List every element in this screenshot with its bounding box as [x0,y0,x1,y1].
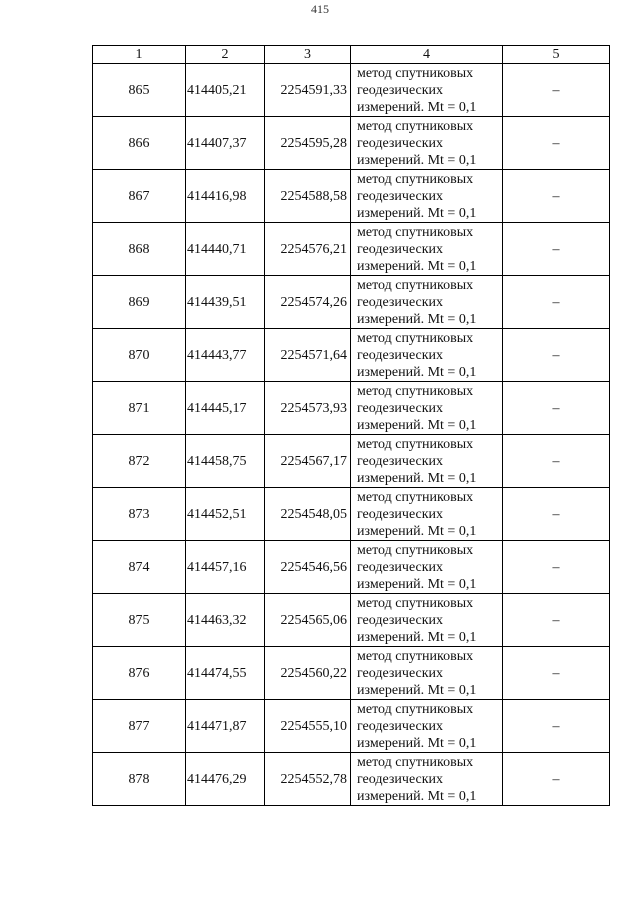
header-col-4: 4 [351,46,503,64]
method-line: измерений. Mt = 0,1 [357,417,477,433]
coordinate-y-cell: 2254588,58 [265,170,351,223]
point-number-cell: 871 [93,382,186,435]
point-number-cell: 870 [93,329,186,382]
note-cell: – [503,223,610,276]
table-row [93,541,610,594]
coordinate-x-cell: 414440,71 [186,223,265,276]
table-row [93,753,610,806]
table-body [93,64,610,806]
coordinate-x-cell: 414476,29 [186,753,265,806]
note-cell: – [503,647,610,700]
coordinate-x-cell: 414443,77 [186,329,265,382]
note-cell: – [503,541,610,594]
coordinate-y-cell: 2254571,64 [265,329,351,382]
method-line: метод спутниковых [357,330,474,346]
table-row [93,435,610,488]
method-line: геодезических [357,82,444,98]
method-cell [351,594,503,647]
table-row [93,64,610,117]
coordinate-x-cell: 414463,32 [186,594,265,647]
method-cell [351,541,503,594]
method-line: измерений. Mt = 0,1 [357,152,477,168]
table-row [93,647,610,700]
coordinate-x-cell: 414457,16 [186,541,265,594]
coordinate-y-cell: 2254552,78 [265,753,351,806]
method-line: измерений. Mt = 0,1 [357,470,477,486]
coordinate-x-cell: 414452,51 [186,488,265,541]
coordinate-y-cell: 2254574,26 [265,276,351,329]
point-number-cell: 874 [93,541,186,594]
method-cell [351,223,503,276]
method-line: геодезических [357,506,444,522]
note-cell: – [503,753,610,806]
table-row [93,223,610,276]
method-line: геодезических [357,135,444,151]
table-row [93,170,610,223]
note-cell: – [503,382,610,435]
table-row [93,329,610,382]
coordinate-y-cell: 2254565,06 [265,594,351,647]
coordinate-x-cell: 414407,37 [186,117,265,170]
method-line: геодезических [357,453,444,469]
method-cell [351,117,503,170]
point-number-cell: 867 [93,170,186,223]
coordinate-x-cell: 414458,75 [186,435,265,488]
method-line: измерений. Mt = 0,1 [357,576,477,592]
method-line: геодезических [357,612,444,628]
method-line: метод спутниковых [357,383,474,399]
method-cell [351,488,503,541]
method-cell [351,382,503,435]
coordinate-y-cell: 2254548,05 [265,488,351,541]
coordinate-x-cell: 414439,51 [186,276,265,329]
method-line: измерений. Mt = 0,1 [357,629,477,645]
method-cell [351,753,503,806]
method-line: метод спутниковых [357,542,474,558]
method-line: измерений. Mt = 0,1 [357,99,477,115]
table-row [93,700,610,753]
method-line: метод спутниковых [357,171,474,187]
method-cell [351,700,503,753]
method-line: геодезических [357,241,444,257]
method-cell [351,276,503,329]
coordinate-y-cell: 2254560,22 [265,647,351,700]
coordinate-y-cell: 2254591,33 [265,64,351,117]
coordinate-x-cell: 414474,55 [186,647,265,700]
method-line: измерений. Mt = 0,1 [357,735,477,751]
method-line: метод спутниковых [357,595,474,611]
method-line: измерений. Mt = 0,1 [357,311,477,327]
method-cell [351,435,503,488]
table-row [93,382,610,435]
method-line: измерений. Mt = 0,1 [357,682,477,698]
coordinates-table [92,45,610,806]
method-line: геодезических [357,559,444,575]
coordinate-y-cell: 2254573,93 [265,382,351,435]
point-number-cell: 876 [93,647,186,700]
note-cell: – [503,64,610,117]
point-number-cell: 873 [93,488,186,541]
method-line: метод спутниковых [357,489,474,505]
coordinate-x-cell: 414416,98 [186,170,265,223]
coordinate-y-cell: 2254555,10 [265,700,351,753]
method-line: метод спутниковых [357,118,474,134]
method-line: геодезических [357,665,444,681]
note-cell: – [503,170,610,223]
method-line: измерений. Mt = 0,1 [357,258,477,274]
coordinate-x-cell: 414445,17 [186,382,265,435]
point-number-cell: 869 [93,276,186,329]
table-row [93,488,610,541]
coordinate-y-cell: 2254567,17 [265,435,351,488]
method-line: метод спутниковых [357,224,474,240]
point-number-cell: 866 [93,117,186,170]
note-cell: – [503,700,610,753]
method-line: геодезических [357,188,444,204]
table-header [93,46,610,64]
point-number-cell: 868 [93,223,186,276]
header-row [93,46,610,64]
method-line: измерений. Mt = 0,1 [357,788,477,804]
table-row [93,276,610,329]
coordinate-y-cell: 2254546,56 [265,541,351,594]
method-cell [351,329,503,382]
header-col-5: 5 [503,46,610,64]
header-col-2: 2 [186,46,265,64]
method-cell [351,64,503,117]
method-line: геодезических [357,347,444,363]
method-line: измерений. Mt = 0,1 [357,364,477,380]
note-cell: – [503,435,610,488]
method-line: геодезических [357,718,444,734]
note-cell: – [503,329,610,382]
coordinate-y-cell: 2254576,21 [265,223,351,276]
method-line: измерений. Mt = 0,1 [357,523,477,539]
method-cell [351,170,503,223]
method-line: геодезических [357,771,444,787]
method-line: геодезических [357,294,444,310]
coordinate-x-cell: 414405,21 [186,64,265,117]
note-cell: – [503,488,610,541]
page-number: 415 [311,2,329,14]
header-col-3: 3 [265,46,351,64]
method-line: метод спутниковых [357,65,474,81]
method-line: метод спутниковых [357,648,474,664]
point-number-cell: 875 [93,594,186,647]
method-line: измерений. Mt = 0,1 [357,205,477,221]
note-cell: – [503,594,610,647]
table-row [93,594,610,647]
point-number-cell: 872 [93,435,186,488]
method-cell [351,647,503,700]
method-line: геодезических [357,400,444,416]
method-line: метод спутниковых [357,277,474,293]
method-line: метод спутниковых [357,436,474,452]
note-cell: – [503,276,610,329]
note-cell: – [503,117,610,170]
header-col-1: 1 [93,46,186,64]
method-line: метод спутниковых [357,701,474,717]
table-row [93,117,610,170]
coordinate-y-cell: 2254595,28 [265,117,351,170]
method-line: метод спутниковых [357,754,474,770]
point-number-cell: 878 [93,753,186,806]
coordinate-x-cell: 414471,87 [186,700,265,753]
point-number-cell: 865 [93,64,186,117]
point-number-cell: 877 [93,700,186,753]
